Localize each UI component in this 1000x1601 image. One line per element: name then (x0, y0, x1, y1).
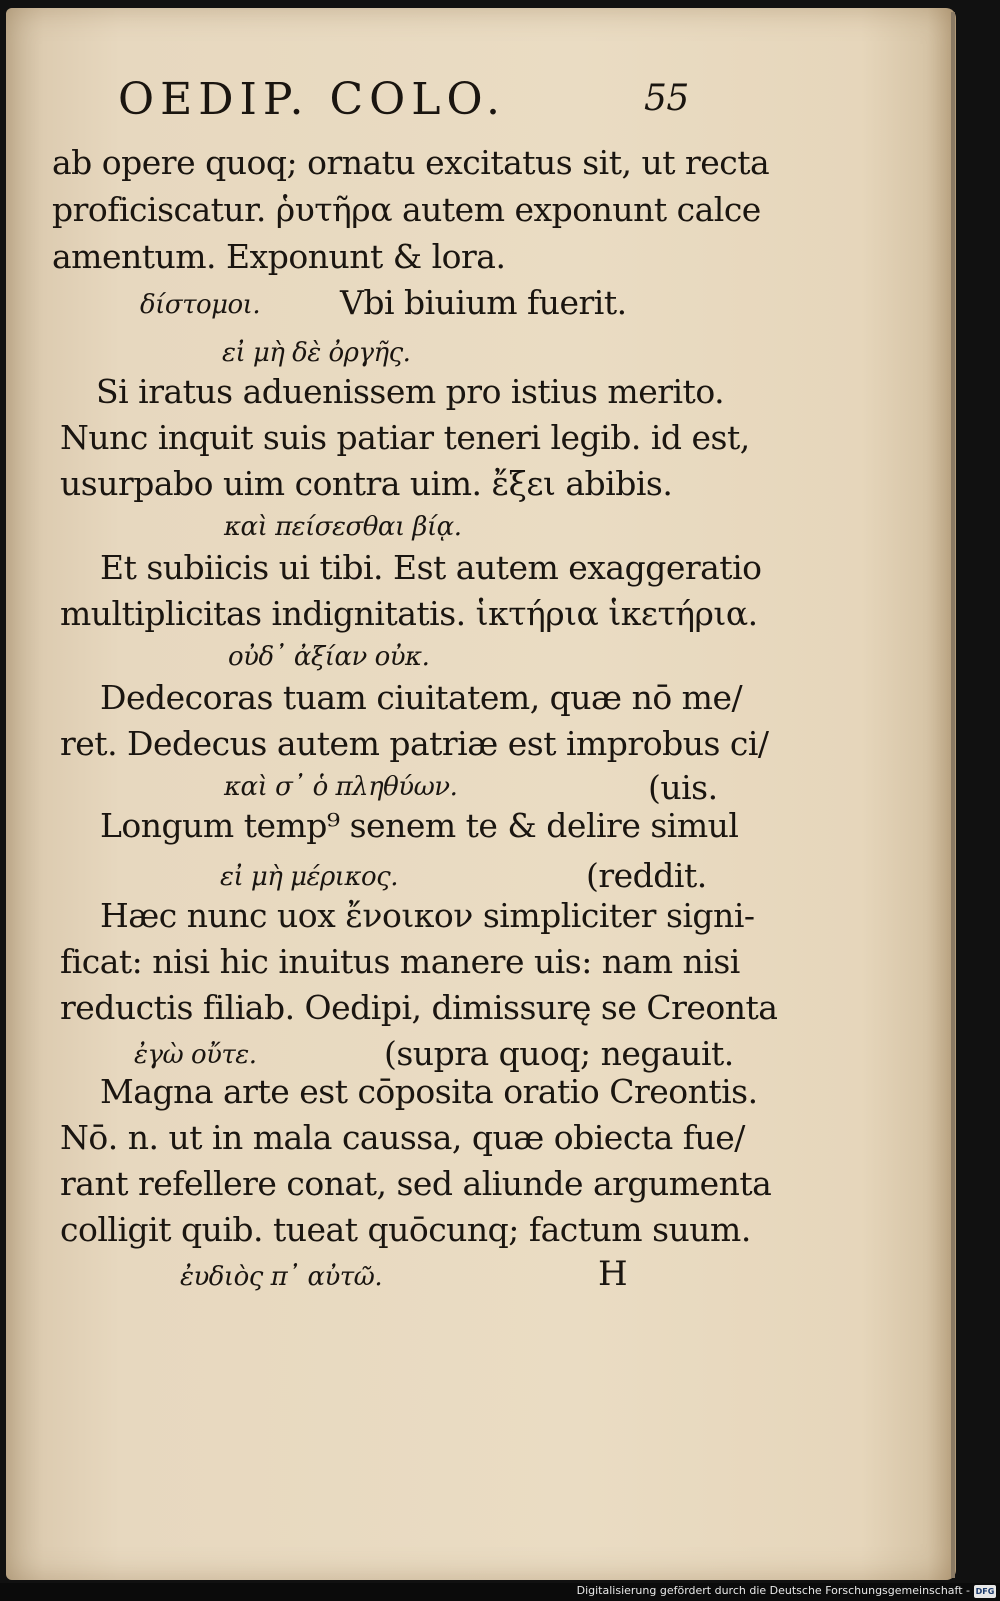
text-line: Longum temp⁹ senem te & delire simul (100, 806, 739, 845)
footer-bar (0, 1583, 1000, 1601)
greek-lemma: εἰ μὴ δὲ ὀργῆς. (222, 338, 411, 368)
text-line: rant refellere conat, sed aliunde argumenta (60, 1164, 772, 1203)
greek-lemma: οὐδ᾽ ἀξίαν οὐκ. (228, 642, 430, 672)
text-line: (supra quoq; negauit. (384, 1034, 734, 1073)
greek-lemma: δίστομοι. (140, 290, 261, 320)
text-line: Nunc inquit suis patiar teneri legib. id est, (60, 418, 750, 457)
page-edge (951, 12, 955, 1578)
text-line: reductis filiab. Oedipi, dimissurę se Creonta (60, 988, 778, 1027)
text-line: Magna arte est cōposita oratio Creontis. (100, 1072, 758, 1111)
signature-mark: H (598, 1254, 628, 1294)
text-line: multiplicitas indignitatis. ἱκτήρια ἱκετήρια. (60, 594, 758, 633)
text-line: proficiscatur. ῥυτῆρα autem exponunt calce (52, 190, 761, 229)
greek-lemma: εἰ μὴ μέρικος. (220, 862, 399, 892)
text-line: colligit quib. tueat quōcunq; factum suum. (60, 1210, 751, 1249)
text-line: Et subiicis ui tibi. Est autem exaggeratio (100, 548, 762, 587)
text-line: (uis. (648, 768, 718, 807)
text-line: Hæc nunc uox ἔνοικον simpliciter signi- (100, 896, 755, 935)
funding-credit: Digitalisierung gefördert durch die Deutsche Forschungsgemeinschaft - (576, 1584, 970, 1597)
text-line: ret. Dedecus autem patriæ est improbus ci/ (60, 724, 769, 763)
text-line: usurpabo uim contra uim. ἔξει abibis. (60, 464, 673, 503)
running-title: OEDIP. COLO. (118, 74, 506, 125)
text-line: amentum. Exponunt & lora. (52, 237, 506, 276)
dfg-logo: DFG (975, 1587, 995, 1596)
greek-lemma: καὶ σ᾽ ὁ πληθύων. (224, 772, 458, 802)
text-line: Dedecoras tuam ciuitatem, quæ nō me/ (100, 678, 743, 717)
text-line: (reddit. (586, 856, 707, 895)
text-line: Si iratus aduenissem pro istius merito. (96, 372, 725, 411)
text-line: ab opere quoq; ornatu excitatus sit, ut recta (52, 143, 770, 182)
text-line: Vbi biuium fuerit. (340, 283, 627, 322)
text-line: Nō. n. ut in mala caussa, quæ obiecta fue/ (60, 1118, 745, 1157)
greek-lemma: ἐυδιὸς π᾽ αὐτῶ. (180, 1262, 383, 1292)
greek-lemma: ἐγὼ οὔτε. (134, 1040, 257, 1070)
greek-lemma: καὶ πείσεσθαι βίᾳ. (224, 512, 462, 542)
text-line: ficat: nisi hic inuitus manere uis: nam nisi (60, 942, 740, 981)
page-number: 55 (644, 78, 689, 119)
